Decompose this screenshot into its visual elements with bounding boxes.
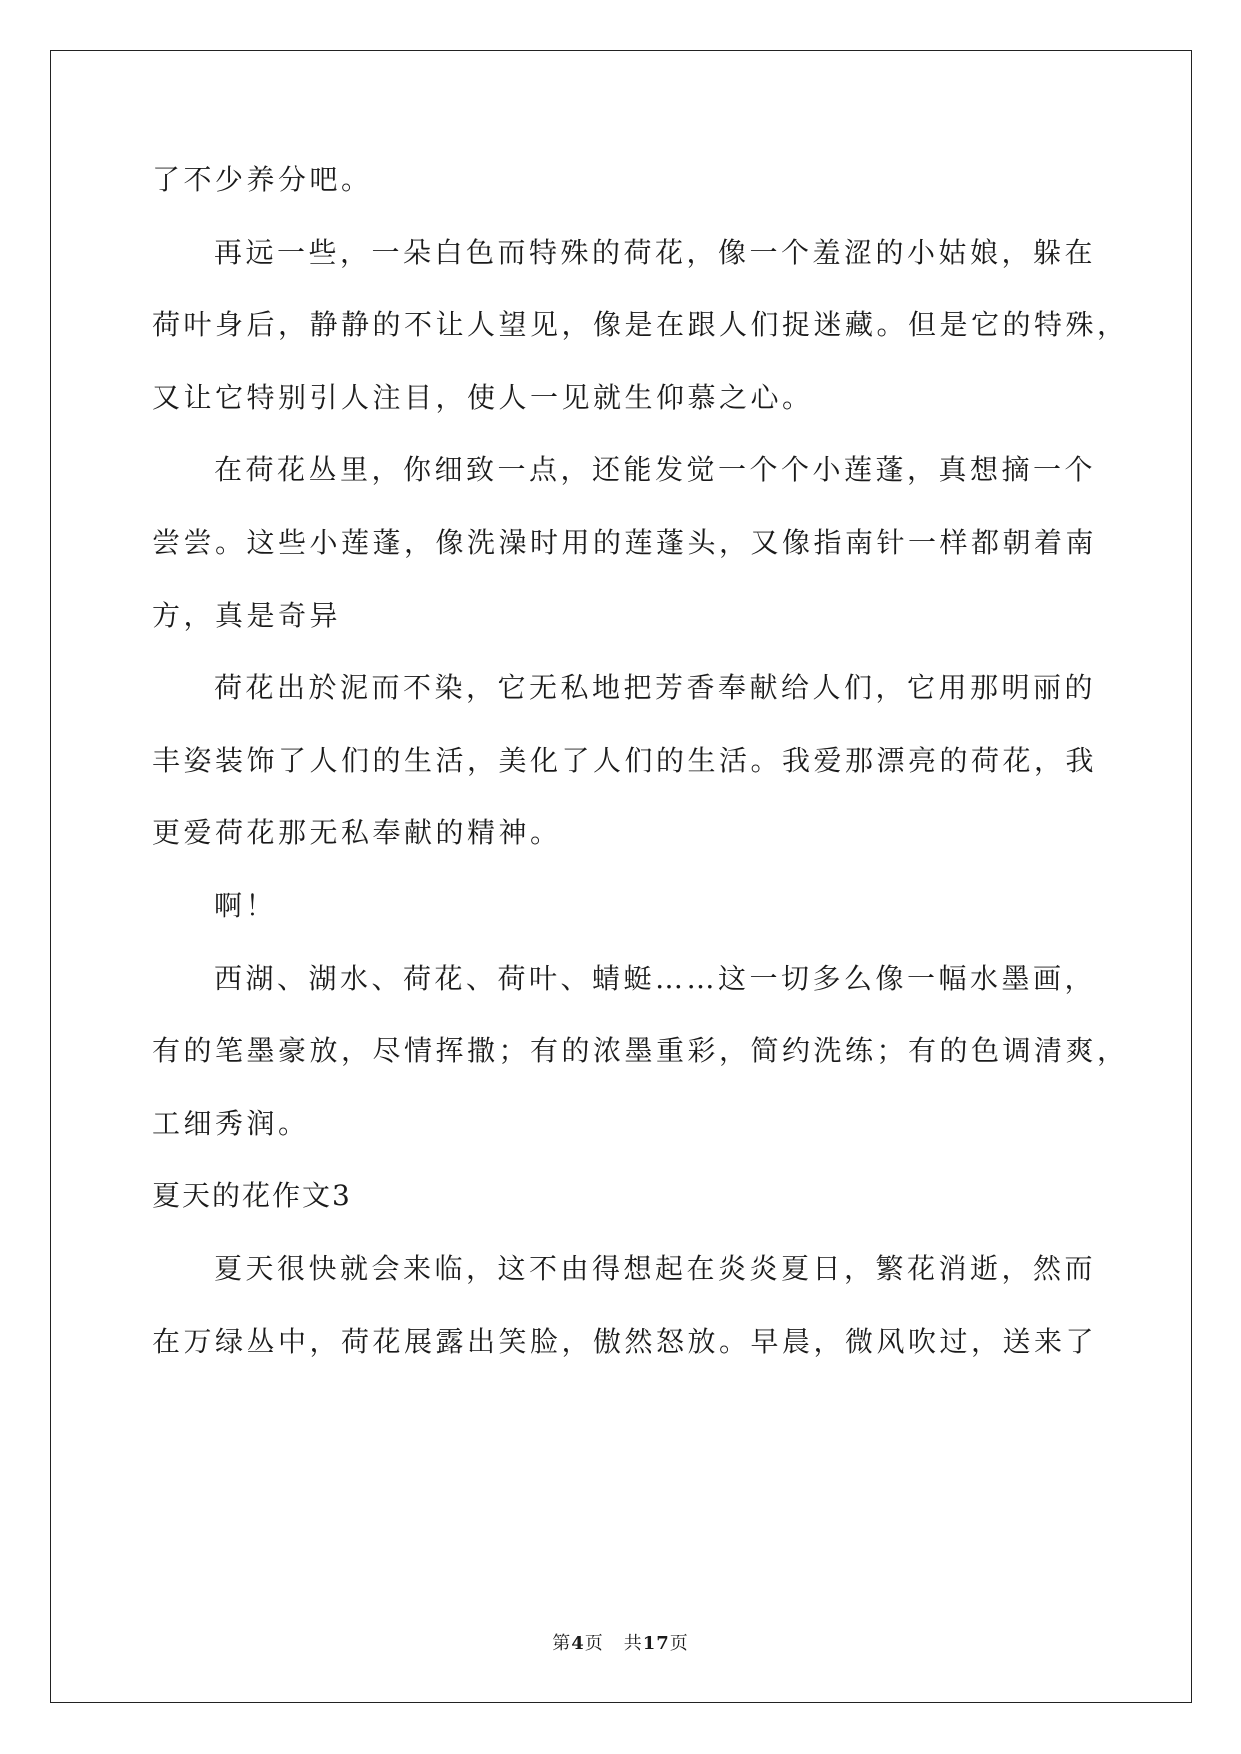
total-pages: 17 bbox=[642, 1633, 670, 1654]
text-line: 啊！ bbox=[214, 889, 278, 922]
text-line: 夏天很快就会来临，这不由得想起在炎炎夏日，繁花消逝，然而 bbox=[214, 1252, 1097, 1285]
text-line: 丰姿装饰了人们的生活，美化了人们的生活。我爱那漂亮的荷花，我 bbox=[152, 743, 1098, 777]
text-line: 工细秀润。 bbox=[152, 1106, 310, 1140]
text-line: 荷花出於泥而不染，它无私地把芳香奉献给人们，它用那明丽的 bbox=[214, 671, 1097, 705]
text-line: 在万绿丛中，荷花展露出笑脸，傲然怒放。早晨，微风吹过，送来了 bbox=[152, 1324, 1098, 1358]
page-number: 4 bbox=[571, 1633, 585, 1654]
text-line: 尝尝。这些小莲蓬，像洗澡时用的莲蓬头，又像指南针一样都朝着南 bbox=[152, 526, 1098, 559]
text-line: 了不少养分吧。 bbox=[152, 163, 373, 196]
text-line: 更爱荷花那无私奉献的精神。 bbox=[152, 816, 562, 850]
page-prefix: 第 bbox=[552, 1633, 572, 1654]
text-line: 西湖、湖水、荷花、荷叶、蜻蜓……这一切多么像一幅水墨画， bbox=[214, 961, 1097, 995]
text-line: 方，真是奇异 bbox=[152, 598, 342, 632]
text-line: 荷叶身后，静静的不让人望见，像是在跟人们捉迷藏。但是它的特殊， bbox=[152, 308, 1129, 342]
text-line: 有的笔墨豪放，尽情挥撒；有的浓墨重彩，简约洗练；有的色调清爽， bbox=[152, 1034, 1129, 1068]
total-suffix: 页 bbox=[669, 1633, 689, 1654]
section-title: 夏天的花作文3 bbox=[152, 1179, 352, 1213]
page-border bbox=[50, 50, 1192, 1703]
page-suffix: 页 bbox=[584, 1633, 604, 1654]
total-prefix: 共 bbox=[623, 1633, 643, 1654]
text-line: 再远一些，一朵白色而特殊的荷花，像一个羞涩的小姑娘，躲在 bbox=[214, 235, 1097, 269]
page-footer bbox=[0, 1632, 1241, 1656]
text-line: 又让它特别引人注目，使人一见就生仰慕之心。 bbox=[152, 380, 814, 414]
text-line: 在荷花丛里，你细致一点，还能发觉一个个小莲蓬，真想摘一个 bbox=[214, 453, 1097, 487]
